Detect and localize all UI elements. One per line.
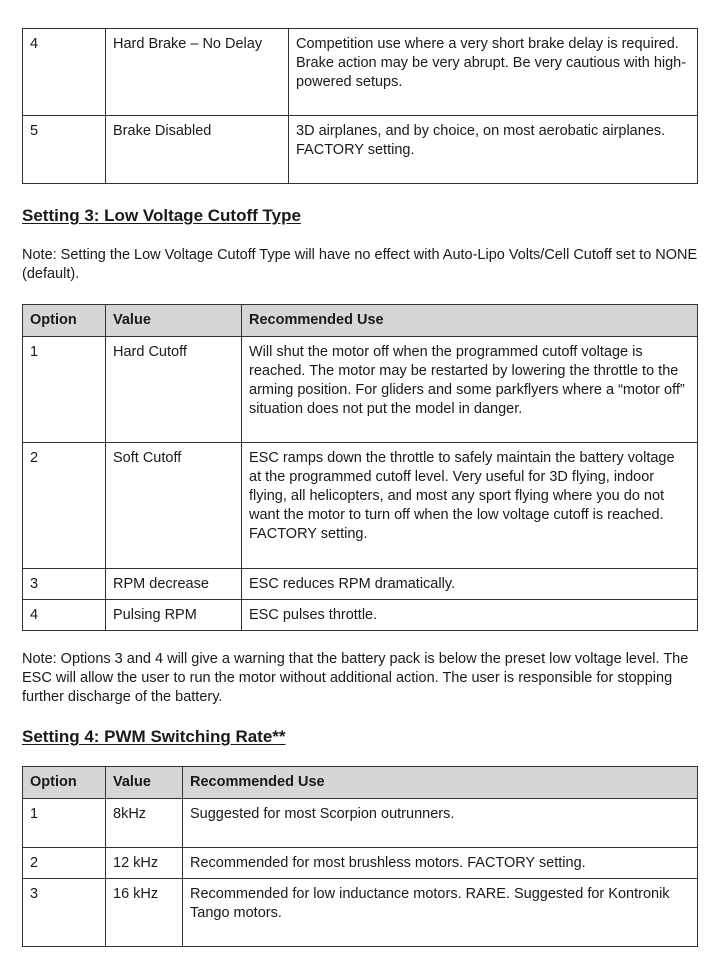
header-use: Recommended Use [242, 305, 698, 337]
value-cell: Hard Cutoff [106, 337, 242, 443]
use-cell: Competition use where a very short brake delay is required. Brake action may be very abrupt. Be very cautious with high-powered setups. [289, 29, 698, 116]
table-row [23, 443, 698, 569]
table-row [23, 848, 698, 879]
header-use: Recommended Use [183, 767, 698, 799]
option-cell: 4 [23, 29, 106, 116]
option-cell: 2 [23, 848, 106, 879]
option-cell: 1 [23, 337, 106, 443]
use-cell: Recommended for low inductance motors. RARE. Suggested for Kontronik Tango motors. [183, 879, 698, 947]
setting3-note-after: Note: Options 3 and 4 will give a warning that the battery pack is below the preset low voltage level. The ESC will allow the user to run the motor without additional action. The user is responsible for stopping further discharge of the battery. [22, 651, 689, 705]
table-row [23, 116, 698, 184]
header-value: Value [106, 767, 183, 799]
value-cell: Soft Cutoff [106, 443, 242, 569]
setting4-table [22, 766, 698, 947]
setting3-heading: Setting 3: Low Voltage Cutoff Type [22, 206, 301, 225]
use-cell: ESC reduces RPM dramatically. [242, 569, 698, 600]
value-cell: Pulsing RPM [106, 600, 242, 631]
use-cell: 3D airplanes, and by choice, on most aerobatic airplanes. FACTORY setting. [289, 116, 698, 184]
option-cell: 4 [23, 600, 106, 631]
value-cell: 12 kHz [106, 848, 183, 879]
use-cell: Suggested for most Scorpion outrunners. [183, 799, 698, 848]
use-cell: Will shut the motor off when the programmed cutoff voltage is reached. The motor may be restarted by lowering the throttle to the arming position. For gliders and some parkflyers where a “motor off” situation does not put the model in danger. [242, 337, 698, 443]
use-cell: ESC ramps down the throttle to safely maintain the battery voltage at the programmed cutoff level. Very useful for 3D flying, indoor flying, all helicopters, and most any sport flying where you do not want the motor to turn off when the low voltage cutoff is reached. FACTORY setting. [242, 443, 698, 569]
value-cell: 16 kHz [106, 879, 183, 947]
table-row [23, 337, 698, 443]
table-row [23, 879, 698, 947]
table-row [23, 569, 698, 600]
value-cell: Hard Brake – No Delay [106, 29, 289, 116]
table-row [23, 799, 698, 848]
setting4-heading: Setting 4: PWM Switching Rate** [22, 727, 286, 746]
table-row [23, 600, 698, 631]
option-cell: 1 [23, 799, 106, 848]
brake-table [22, 28, 698, 184]
setting3-table [22, 304, 698, 631]
header-option: Option [23, 767, 106, 799]
use-cell: Recommended for most brushless motors. FACTORY setting. [183, 848, 698, 879]
table-row [23, 29, 698, 116]
table-header-row [23, 305, 698, 337]
option-cell: 5 [23, 116, 106, 184]
value-cell: Brake Disabled [106, 116, 289, 184]
setting3-note-before: Note: Setting the Low Voltage Cutoff Type will have no effect with Auto-Lipo Volts/Cell Cutoff set to NONE (default). [22, 247, 698, 282]
option-cell: 3 [23, 569, 106, 600]
table-header-row [23, 767, 698, 799]
header-value: Value [106, 305, 242, 337]
header-option: Option [23, 305, 106, 337]
option-cell: 2 [23, 443, 106, 569]
use-cell: ESC pulses throttle. [242, 600, 698, 631]
value-cell: 8kHz [106, 799, 183, 848]
option-cell: 3 [23, 879, 106, 947]
value-cell: RPM decrease [106, 569, 242, 600]
